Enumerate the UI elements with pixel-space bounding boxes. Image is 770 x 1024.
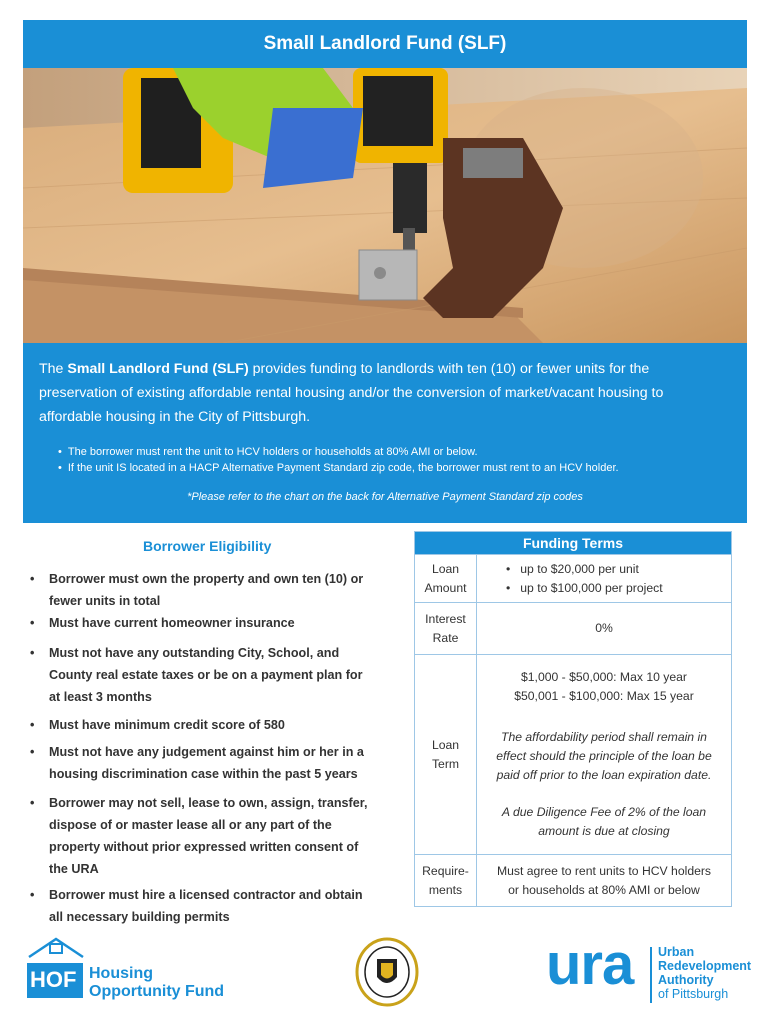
loan-term-label xyxy=(415,655,477,855)
hof-logo xyxy=(23,935,238,1005)
intro-line3: affordable housing in the City of Pittsburgh. xyxy=(39,409,311,425)
eligibility-line: County real estate taxes or be on a payment plan for xyxy=(49,668,363,682)
city-seal-logo xyxy=(355,937,419,1007)
label-line: Amount xyxy=(424,580,467,595)
hof-name-line2: Opportunity Fund xyxy=(89,983,225,1000)
affordability-note: effect should the principle of the loan be xyxy=(496,749,712,763)
eligibility-item: • Must have minimum credit score of 580 xyxy=(30,718,285,732)
eligibility-item: • Must not have any outstanding City, School, and County real estate taxes or be on a payment plan for at least 3 months xyxy=(30,646,363,704)
label-line: ments xyxy=(428,882,463,897)
eligibility-line: Borrower may not sell, lease to own, assign, transfer, xyxy=(49,796,368,810)
requirements-label xyxy=(415,855,477,907)
ura-logo xyxy=(546,932,756,1008)
affordability-note: The affordability period shall remain in xyxy=(501,730,707,744)
hof-name-line1: Housing xyxy=(89,965,153,982)
eligibility-line: housing discrimination case within the past 5 years xyxy=(49,767,358,781)
eligibility-item: • Borrower must own the property and own ten (10) or fewer units in total xyxy=(30,572,364,608)
eligibility-line: the URA xyxy=(49,862,99,876)
requirements-line: or households at 80% AMI or below xyxy=(508,882,700,897)
loan-term-value xyxy=(477,655,732,855)
label-line: Rate xyxy=(432,630,459,645)
eligibility-line: at least 3 months xyxy=(49,690,152,704)
eligibility-item: • Borrower must hire a licensed contractor and obtain all necessary building permits xyxy=(30,888,363,924)
funding-terms-title: Funding Terms xyxy=(415,532,732,555)
diligence-fee-note: amount is due at closing xyxy=(538,824,670,838)
intro-paragraph xyxy=(39,357,729,429)
eligibility-line: Must not have any judgement against him or her in a xyxy=(49,745,364,759)
label-line: Loan xyxy=(431,737,460,752)
interest-rate-value: 0% xyxy=(477,603,732,655)
ura-name-line: Authority xyxy=(658,973,714,987)
ura-name xyxy=(658,945,751,1001)
zip-code-note: *Please refer to the chart on the back for Alternative Payment Standard zip codes xyxy=(187,491,583,503)
eligibility-line: dispose of or master lease all or any part of the xyxy=(49,818,332,832)
loan-term-line: $50,001 - $100,000: Max 15 year xyxy=(514,689,694,703)
label-line: Interest xyxy=(425,611,466,626)
intro-bullet: • If the unit IS located in a HACP Alternative Payment Standard zip code, the borrower must rent to an HCV holder. xyxy=(58,460,738,476)
diligence-fee-note: A due Diligence Fee of 2% of the loan xyxy=(501,805,707,819)
eligibility-line: property without prior expressed written consent of xyxy=(49,840,359,854)
ura-name-line: of Pittsburgh xyxy=(658,987,729,1001)
ura-abbreviation: ura xyxy=(546,932,634,997)
intro-line1: provides funding to landlords with ten (10) or fewer units for the xyxy=(248,361,650,377)
drill-photo-illustration xyxy=(23,68,747,343)
intro-panel xyxy=(23,343,747,523)
requirements-line: Must agree to rent units to HCV holders xyxy=(496,863,712,878)
eligibility-line: fewer units in total xyxy=(49,594,161,608)
intro-line2: preservation of existing affordable rental housing and/or the conversion of market/vacant housing to xyxy=(39,385,664,401)
loan-term-line: $1,000 - $50,000: Max 10 year xyxy=(521,670,687,684)
hof-abbreviation: HOF xyxy=(30,967,77,992)
loan-amount-item: • up to $100,000 per project xyxy=(506,579,731,598)
eligibility-line: Borrower must own the property and own ten (10) or xyxy=(49,572,364,586)
eligibility-title: Borrower Eligibility xyxy=(143,538,272,554)
eligibility-line: all necessary building permits xyxy=(49,910,230,924)
footer-logos xyxy=(0,932,770,1015)
requirements-value xyxy=(477,855,732,907)
ura-name-line: Urban xyxy=(658,945,695,959)
eligibility-item: • Must have current homeowner insurance xyxy=(30,616,295,630)
funding-terms-table xyxy=(414,531,732,907)
eligibility-line: Must not have any outstanding City, School, and xyxy=(49,646,340,660)
label-line: Require- xyxy=(422,863,469,878)
label-line: Loan xyxy=(431,561,460,576)
eligibility-item: • Borrower may not sell, lease to own, assign, transfer, dispose of or master lease all or any part of the property without prior expressed written consent of the URA xyxy=(30,796,368,876)
ura-divider xyxy=(650,947,652,1003)
eligibility-line: Must have current homeowner insurance xyxy=(49,616,295,630)
eligibility-item: • Must not have any judgement against him or her in a housing discrimination case within the past 5 years xyxy=(30,745,364,781)
intro-bullet: • The borrower must rent the unit to HCV holders or households at 80% AMI or below. xyxy=(58,444,738,460)
page-title-banner xyxy=(23,20,747,68)
loan-amount-item: • up to $20,000 per unit xyxy=(506,560,731,579)
affordability-note: paid off prior to the loan expiration date. xyxy=(496,768,712,782)
hero-photo xyxy=(23,68,747,343)
eligibility-line: Borrower must hire a licensed contractor and obtain xyxy=(49,888,363,902)
intro-program-name: Small Landlord Fund (SLF) xyxy=(67,361,249,377)
page-title: Small Landlord Fund (SLF) xyxy=(263,33,507,54)
interest-rate-label xyxy=(415,603,477,655)
ura-name-line: Redevelopment xyxy=(658,959,752,973)
eligibility-line: Must have minimum credit score of 580 xyxy=(49,718,285,732)
intro-bullets xyxy=(58,444,738,476)
loan-amount-label xyxy=(415,555,477,603)
label-line: Term xyxy=(431,756,460,771)
loan-amount-value xyxy=(477,555,732,603)
intro-lead: The xyxy=(39,361,68,377)
